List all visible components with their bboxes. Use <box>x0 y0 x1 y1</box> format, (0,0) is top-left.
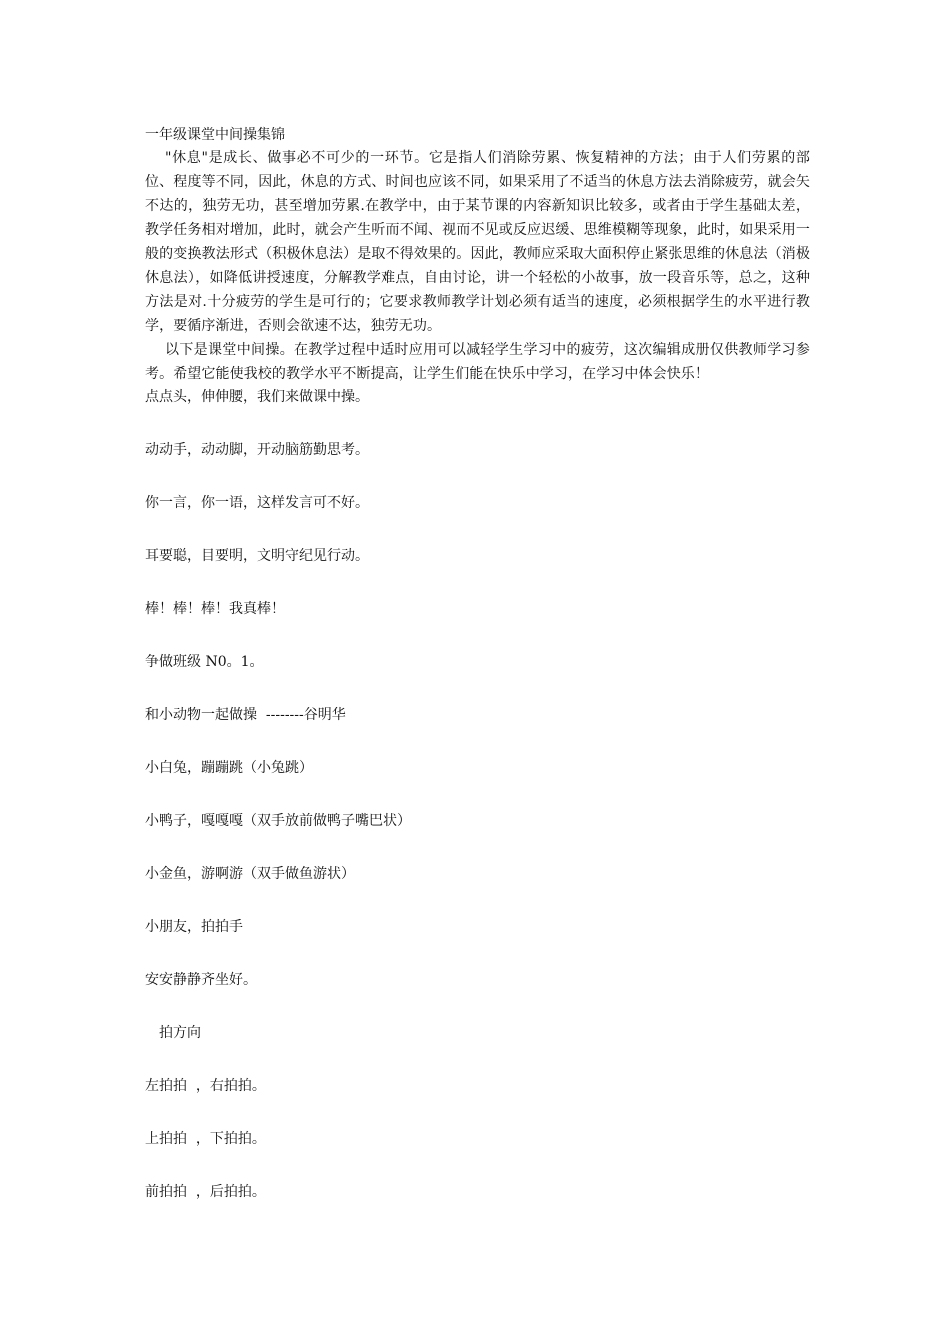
rhyme-line: 安安静静齐坐好。 <box>145 972 257 988</box>
rhyme-line: 耳要聪，目要明，文明守纪见行动。 <box>145 548 369 564</box>
rhyme-line: 前拍拍 ，后拍拍。 <box>145 1184 266 1200</box>
document-page <box>145 124 810 1203</box>
intro-paragraph: "休息"是成长、做事必不可少的一环节。它是指人们消除劳累、恢复精神的方法；由于人们劳累的部位、程度等不同，因此，休息的方式、时间也应该不同，如果采用了不适当的休息方法去消除疲劳，就会矢不达的，独劳无功，甚至增加劳累.在教学中，由于某节课的内容新知识比较多，或者由于学生基础太差，教学任务相对增加，此时，就会产生听而不闻、视而不见或反应迟缓、思维模糊等现象，此时，如果采用一般的变换教法形式（积极休息法）是取不得效果的。因此，教师应采取大面积停止紧张思维的休息法（消极休息法），如降低讲授速度，分解教学难点，自由讨论，讲一个轻松的小故事，放一段音乐等，总之，这种方法是对.十分疲劳的学生是可行的；它要求教师教学计划必须有适当的速度，必须根据学生的水平进行教学，要循序渐进，否则会欲速不达，独劳无功。 <box>145 150 810 334</box>
rhyme-line: 小金鱼，游啊游（双手做鱼游状） <box>145 866 355 882</box>
section-heading: 和小动物一起做操 --------谷明华 <box>145 707 346 723</box>
rhyme-line: 小鸭子，嘎嘎嘎（双手放前做鸭子嘴巴状） <box>145 813 411 829</box>
rhyme-line: 你一言，你一语，这样发言可不好。 <box>145 495 369 511</box>
section-heading: 拍方向 <box>159 1025 201 1041</box>
rhyme-line: 点点头，伸伸腰，我们来做课中操。 <box>145 389 369 405</box>
rhyme-line: 上拍拍 ，下拍拍。 <box>145 1131 266 1147</box>
rhyme-line: 棒！棒！棒！我真棒！ <box>145 601 285 617</box>
rhyme-line: 左拍拍 ，右拍拍。 <box>145 1078 266 1094</box>
purpose-paragraph: 以下是课堂中间操。在教学过程中适时应用可以减轻学生学习中的疲劳，这次编辑成册仅供教师学习参考。希望它能使我校的教学水平不断提高，让学生们能在快乐中学习，在学习中体会快乐！ <box>145 342 810 382</box>
document-title: 一年级课堂中间操集锦 <box>145 127 285 143</box>
rhyme-line: 小朋友，拍拍手 <box>145 919 243 935</box>
rhyme-line: 动动手，动动脚，开动脑筋勤思考。 <box>145 442 369 458</box>
rhyme-line: 争做班级 N0。1。 <box>145 654 264 670</box>
rhyme-line: 小白兔，蹦蹦跳（小兔跳） <box>145 760 313 776</box>
